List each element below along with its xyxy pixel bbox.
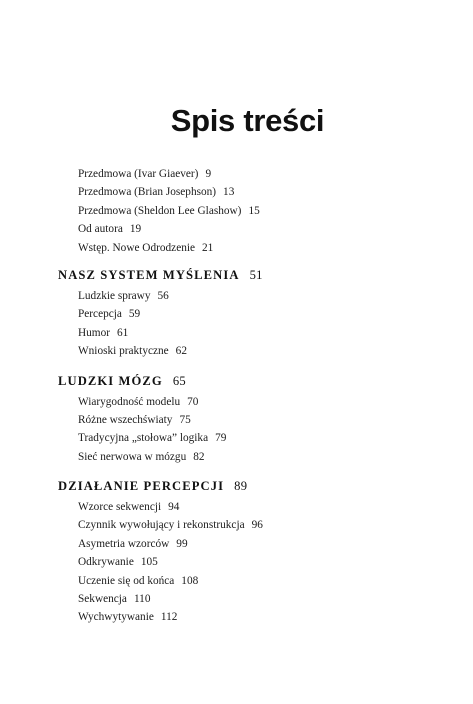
toc-entry-page: 79 bbox=[215, 432, 227, 445]
toc-entry-label: Czynnik wywołujący i rekonstrukcja bbox=[78, 519, 245, 532]
toc-entry-page: 56 bbox=[157, 289, 169, 302]
toc-entry-label: Odkrywanie bbox=[78, 556, 134, 569]
toc-entry-page: 108 bbox=[181, 574, 199, 587]
toc-entry-page: 110 bbox=[133, 593, 151, 606]
toc-entry[interactable] bbox=[58, 165, 438, 183]
toc-entry[interactable] bbox=[58, 202, 438, 220]
toc-entry-page: 75 bbox=[179, 413, 191, 426]
toc-entry-label: Przedmowa (Sheldon Lee Glashow) bbox=[78, 204, 242, 217]
toc-section-heading[interactable] bbox=[58, 266, 438, 284]
toc-section-heading[interactable] bbox=[58, 372, 438, 390]
toc-entry[interactable] bbox=[58, 342, 438, 360]
toc-entry[interactable] bbox=[58, 183, 438, 201]
toc-entry-label: Tradycyjna „stołowa” logika bbox=[78, 432, 209, 445]
table-of-contents bbox=[58, 165, 438, 627]
toc-section-front-matter bbox=[58, 165, 438, 257]
toc-section-title: DZIAŁANIE PERCEPCJI bbox=[58, 479, 225, 494]
toc-entries bbox=[58, 393, 438, 467]
toc-entry-label: Asymetria wzorców bbox=[78, 537, 170, 550]
toc-entry-page: 112 bbox=[160, 611, 178, 624]
toc-entry-page: 21 bbox=[202, 241, 214, 254]
toc-section-nasz-system-myslenia bbox=[58, 266, 438, 361]
toc-entry-page: 13 bbox=[223, 186, 235, 199]
toc-entries bbox=[58, 287, 438, 361]
toc-entry-label: Przedmowa (Ivar Giaever) bbox=[78, 168, 199, 180]
toc-entry[interactable] bbox=[58, 516, 438, 534]
toc-section-heading[interactable] bbox=[58, 477, 438, 495]
toc-entries bbox=[58, 165, 438, 257]
toc-entry-label: Wychwytywanie bbox=[78, 611, 154, 624]
toc-entry[interactable] bbox=[58, 220, 438, 238]
toc-entry-page: 19 bbox=[129, 223, 142, 236]
page-title: Spis treści bbox=[170, 103, 325, 138]
toc-entry-label: Percepcja bbox=[78, 308, 122, 321]
toc-entry-label: Sieć nerwowa w mózgu bbox=[78, 450, 187, 463]
toc-entry[interactable] bbox=[58, 553, 438, 571]
toc-entry-page: 105 bbox=[140, 556, 158, 569]
toc-entry-label: Wzorce sekwencji bbox=[78, 501, 162, 514]
toc-entry-label: Wstęp. Nowe Odrodzenie bbox=[78, 241, 196, 254]
toc-entry-label: Różne wszechświaty bbox=[78, 413, 173, 426]
toc-entry[interactable] bbox=[58, 239, 438, 257]
toc-entry-page: 9 bbox=[205, 168, 212, 180]
toc-entry-page: 99 bbox=[176, 537, 188, 550]
toc-entry-page: 61 bbox=[117, 326, 129, 339]
toc-entries bbox=[58, 498, 438, 627]
toc-entry-label: Sekwencja bbox=[78, 593, 127, 606]
toc-section-page: 51 bbox=[249, 267, 263, 282]
toc-entry[interactable] bbox=[58, 411, 438, 429]
toc-entry-page: 62 bbox=[175, 345, 187, 358]
toc-entry-page: 15 bbox=[248, 204, 260, 217]
toc-section-ludzki-mozg bbox=[58, 372, 438, 467]
toc-entry-label: Wiarygodność modelu bbox=[78, 395, 181, 408]
toc-entry[interactable] bbox=[58, 305, 438, 323]
toc-entry-label: Uczenie się od końca bbox=[78, 574, 175, 587]
toc-entry[interactable] bbox=[58, 287, 438, 305]
toc-entry[interactable] bbox=[58, 608, 438, 626]
toc-entry-page: 59 bbox=[128, 308, 141, 321]
toc-entry-label: Wnioski praktyczne bbox=[78, 345, 169, 358]
toc-section-title: NASZ SYSTEM MYŚLENIA bbox=[58, 267, 240, 282]
toc-entry-label: Od autora bbox=[78, 223, 123, 236]
toc-section-title: LUDZKI MÓZG bbox=[58, 373, 163, 388]
toc-entry-page: 82 bbox=[193, 450, 205, 463]
toc-entry[interactable] bbox=[58, 572, 438, 590]
toc-section-dzialanie-percepcji bbox=[58, 477, 438, 627]
toc-entry[interactable] bbox=[58, 498, 438, 516]
toc-entry-label: Przedmowa (Brian Josephson) bbox=[78, 186, 217, 199]
toc-entry[interactable] bbox=[58, 324, 438, 342]
toc-section-page: 89 bbox=[234, 479, 248, 494]
toc-entry-page: 70 bbox=[187, 395, 199, 408]
toc-entry[interactable] bbox=[58, 535, 438, 553]
toc-entry[interactable] bbox=[58, 393, 438, 411]
toc-entry-page: 96 bbox=[251, 519, 263, 532]
toc-entry[interactable] bbox=[58, 448, 438, 466]
toc-entry-label: Humor bbox=[78, 326, 111, 339]
toc-entry-label: Ludzkie sprawy bbox=[78, 289, 151, 302]
toc-section-page: 65 bbox=[172, 373, 187, 388]
toc-entry-page: 94 bbox=[168, 501, 180, 514]
toc-entry[interactable] bbox=[58, 429, 438, 447]
toc-entry[interactable] bbox=[58, 590, 438, 608]
